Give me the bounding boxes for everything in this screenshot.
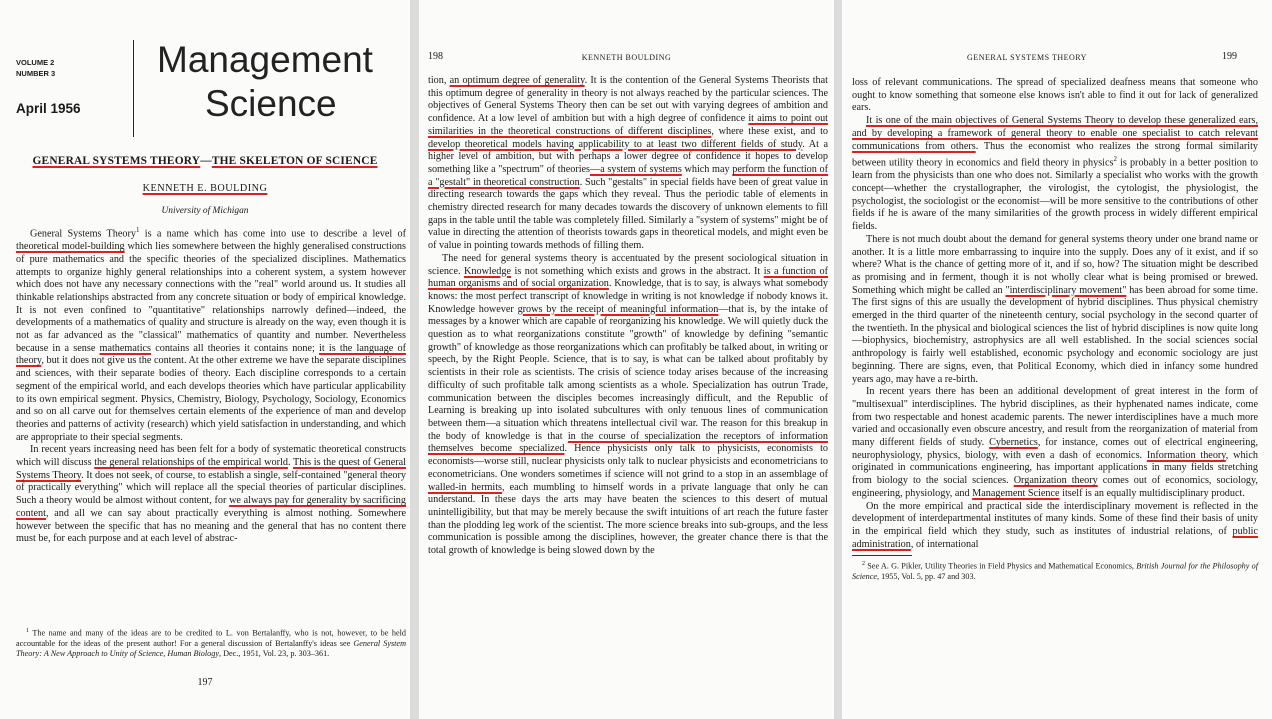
title-part-1: GENERAL SYSTEMS THEORY (32, 155, 201, 167)
paragraph: The need for general systems theory is accentuated by the present sociological situation in science. Knowledge is not something which exists and grows in the abstract. It is a function of human organisms and of social organization. Knowledge, that is to say, is always what somebody knows: the most perfect transcript of knowledge in writing is not knowledge if nobody knows it. Knowledge however grows by the receipt of meaningful information—that is, by the intake of messages by a knower which are capable of reorganizing his knowledge. We will quietly duck the question as to what reorganizations constitute "growth" of knowledge by defining "semantic growth" of knowledge as those reorganizations which can profitably be talked about, in writing or speech, by the Right People. Science, that is to say, is what can be talked about profitably by scientists in their role as scientists. The crisis of science today arises because of the increasing difficulty of such profitable talk among scientists as a whole. Specialization has outrun Trade, communication between the disciples becomes increasingly difficult, and the Republic of Learning is breaking up into isolated subcultures with only tenuous lines of communication between them—a situation which threatens intellectual civil war. The reason for this breakup in the body of knowledge is that in the course of specialization the receptors of information themselves become specialized. Hence physicists only talk to physicists, economists to economists—worse still, nuclear physicists only talk to nuclear physicists and econometricians to econometricians. One wonders sometimes if science will not grind to a stop in an assemblage of walled-in hermits, each mumbling to himself words in a private language that only he can understand. In these days the arts may have beaten the sciences to this desert of mutual unintelligibility, but that may be merely because the swift intuitions of art reach the future faster than the plodding leg work of the scientist. The more science breaks into sub-groups, and the less communication is possible among the disciplines, however, the greater chance there is that the total growth of knowledge is being slowed down by the (428, 252, 829, 557)
highlighted-phrase: we always pay for generality by sacrificing content (16, 495, 406, 519)
author-line (0, 183, 410, 194)
highlighted-phrase: Management Science (972, 487, 1060, 499)
highlighted-phrase: an optimum degree of generality (449, 75, 585, 86)
journal-masthead (157, 38, 373, 126)
volume-label: VOLUME 2 (16, 58, 55, 67)
highlighted-phrase: Organization theory (1013, 475, 1098, 487)
article-title (0, 155, 410, 167)
highlighted-phrase: "interdisciplinary movement" (1005, 284, 1127, 296)
highlighted-phrase: It is one of the main objectives of General Systems Theory to develop these generalized ears, and by developing a framework of general theory to enable one specialist to catch relevant communications from others (852, 115, 1258, 152)
page-number: 198 (428, 51, 443, 62)
paragraph: On the more empirical and practical side the interdisciplinary movement is reflected in the development of interdepartmental institutes of many kinds. Some of these find their basis of unity in the empirical field which they study, such as institutes of industrial relations, of public administration, of international (852, 500, 1258, 550)
page-gutter (834, 0, 842, 719)
author-affiliation: University of Michigan (161, 206, 249, 216)
highlighted-phrase: grows by the receipt of meaningful information (517, 303, 719, 315)
masthead-rule (133, 40, 134, 137)
footnote: $^2$ See A. G. Pikler, Utility Theories in Field Physics and Mathematical Economics, British Journal for the Philosophy of Science, 1955, Vol. 5, pp. 47 and 303. (852, 561, 1259, 582)
issue-info (16, 57, 55, 79)
page-199 (842, 0, 1272, 719)
highlighted-phrase: —a system of systems (590, 163, 682, 175)
body-text (852, 77, 1258, 583)
highlighted-phrase: the general relationships of the empirical world (94, 457, 288, 469)
highlighted-phrase: is a function of human organisms and of social organization (428, 265, 828, 290)
highlighted-phrase: develop theoretical models having applicability to at least two different fields of study (428, 138, 803, 150)
footnote-rule (852, 555, 912, 556)
paragraph: In recent years increasing need has been felt for a body of systematic theoretical constructs which will discuss the general relationships of the empirical world. This is the quest of General Systems Theory. It does not seek, of course, to establish a single, self-contained "general theory of practically everything" which will replace all the special theories of particular disciplines. Such a theory would be almost without content, for we always pay for generality by sacrificing content, and all we can say about practically everything is almost nothing. Somewhere however between the specific that has no meaning and the general that has no content there must be, for each purpose and at each level of abstrac- (16, 444, 406, 545)
running-head: KENNETH BOULDING (581, 53, 672, 62)
paragraph: loss of relevant communications. The spread of specialized deafness means that someone who ought to know something that someone else knows isn't able to find it out for lack of generalized ears. (852, 77, 1258, 114)
title-part-2: THE SKELETON OF SCIENCE (211, 155, 378, 167)
highlighted-phrase: in the course of specialization the receptors of information themselves become specialized (428, 430, 828, 455)
paragraph: It is one of the main objectives of General Systems Theory to develop these generalized ears, and by developing a framework of general theory to enable one specialist to catch relevant communications from others. Thus the economist who realizes the strong formal similarity between utility theory in economics and field theory in physics$^2$ is probably in a better position to learn from the physicists than one who does not. Similarly a specialist who works with the growth concept—whether the crystallographer, the virologist, the cytologist, the physiologist, the psychologist, the sociologist or the economist—will be more sensitive to the contributions of other fields if he is aware of the many similarities of the growth process in widely different empirical fields. (852, 115, 1258, 233)
paragraph: In recent years there has been an additional development of great interest in the form of "multisexual" interdisciplines. The hybrid disciplines, as their hyphenated names indicate, come from two respectable and honest academic parents. The newer interdisciplines have a much more varied and occasionally even obscure ancestry, and result from the reorganization of material from many different fields of study. Cybernetics, for instance, comes out of electrical engineering, neurophysiology, physics, biology, with even a dash of economics. Information theory, which originated in communications engineering, has important applications in many fields stretching from biology to the social sciences. Organization theory comes out of economics, sociology, engineering, physiology, and Management Science itself is an equally multidisciplinary product. (852, 386, 1259, 499)
paragraph: tion, an optimum degree of generality. It is the contention of the General Systems Theorists that this optimum degree of generality in theory is not always reached by the particular sciences. The objectives of General Systems Theory then can be set out with varying degrees of ambition and confidence. At a low level of ambition but with a high degree of confidence it aims to point out similarities in the theoretical constructions of different disciplines, where these exist, and to develop theoretical models having applicability to at least two different fields of study. At a higher level of ambition, but with perhaps a lower degree of confidence it hopes to develop something like a "spectrum" of theories—a system of systems which may perform the function of a "gestalt" in theoretical construction. Such "gestalts" in special fields have been of great value in directing research towards the gaps which they reveal. Thus the periodic table of elements in chemistry directed research for many decades towards the discovery of unknown elements to fill gaps in the table until the table was completely filled. Similarly a "system of systems" might be of value in directing the attention of theorists towards gaps in theoretical models, and might even be of value in pointing towards methods of filling them. (428, 75, 829, 252)
footnote: $^1$ The name and many of the ideas are to be credited to L. von Bertalanffy, who is not, however, to be held accountable for the ideas of the present author! For a general discussion of Bertalanffy's ideas see General System Theory: A New Approach to Unity of Science, Human Biology, Dec., 1951, Vol. 23, p. 303–361. (16, 628, 406, 659)
running-head: GENERAL SYSTEMS THEORY (967, 53, 1087, 62)
highlighted-phrase: public administration (852, 526, 1258, 550)
highlighted-phrase: it is the language of theory (16, 342, 406, 367)
page-number: 199 (1222, 51, 1237, 62)
title-dash: — (200, 155, 212, 167)
number-label: NUMBER 3 (16, 69, 56, 78)
issue-date: April 1956 (16, 101, 81, 116)
page-198 (419, 0, 834, 719)
page-number: 197 (197, 677, 213, 688)
highlighted-phrase: theoretical model-building (16, 241, 125, 253)
highlighted-phrase: mathematics (99, 342, 152, 354)
highlighted-phrase: This is the quest of General Systems Theory (16, 457, 406, 481)
highlighted-phrase: it aims to point out similarities in the theoretical constructions of different disciplines (428, 113, 828, 137)
footnote-marker: 1 (135, 226, 140, 234)
highlighted-phrase: Cybernetics (989, 437, 1038, 449)
author-name: KENNETH E. BOULDING (142, 183, 268, 194)
body-text (16, 224, 406, 546)
body-text (428, 75, 828, 558)
page-197 (0, 0, 410, 719)
highlighted-phrase: Knowledge (464, 265, 511, 277)
highlighted-phrase: walled-in hermits (428, 481, 503, 493)
footnote-marker: 2 (1113, 155, 1117, 164)
journal-title-line-1: Management (157, 39, 373, 80)
journal-title-line-2: Science (205, 83, 337, 124)
paragraph: There is not much doubt about the demand for general systems theory under one brand name or another. It is a little more embarrassing to inquire into the supply. Does any of it exist, and if so where? What is the chance of getting more of it, and if so, how? The situation might be described as promising and in ferment, though it is not wholly clear what is being promised or brewed. Something which might be called an "interdisciplinary movement" has been abroad for some time. The first signs of this are usually the development of hybrid disciplines. Thus physical chemistry emerged in the third quarter of the nineteenth century, social psychology in the second quarter of the twentieth. In the physical and biological sciences the list of hybrid disciplines is now quite long—biophysics, biochemistry, astrophysics are all well established. In the social sciences social anthropology is fairly well established, economic psychology and economic sociology are just beginning. There are signs, even, that Political Economy, which died in infancy some hundred years ago, may have a re-birth. (852, 233, 1258, 385)
highlighted-phrase: perform the function of a "gestalt" in theoretical construction (428, 163, 829, 188)
paragraph: General Systems Theory$^1$ is a name which has come into use to describe a level of theoretical model-building which lies somewhere between the highly generalised constructions of pure mathematics and the specific theories of the specialized disciplines. Mathematics attempts to organize highly general relationships into a coherent system, a system however which does not have any necessary connections with the "real" world around us. It studies all thinkable relationships abstracted from any concrete situation or body of empirical knowledge. It is not even confined to "quantitative" relationships narrowly defined—indeed, the developments of a mathematics of quality and structure is already on the way, even though it is not as far advanced as the "classical" mathematics of quantity and number. Nevertheless because in a sense mathematics contains all theories it contains none; it is the language of theory, but it does not give us the content. At the other extreme we have the separate disciplines and sciences, with their separate bodies of theory. Each discipline corresponds to a certain segment of the empirical world, and each develops theories which have particular applicability to its own empirical segment. Physics, Chemistry, Biology, Psychology, Sociology, Economics and so on all carve out for themselves certain elements of the experience of man and develop theories and patterns of activity (research) which yield satisfaction in understanding, and which are appropriate to their special segments. (16, 226, 406, 443)
highlighted-phrase: Information theory (1146, 449, 1226, 461)
page-gutter (410, 0, 419, 719)
